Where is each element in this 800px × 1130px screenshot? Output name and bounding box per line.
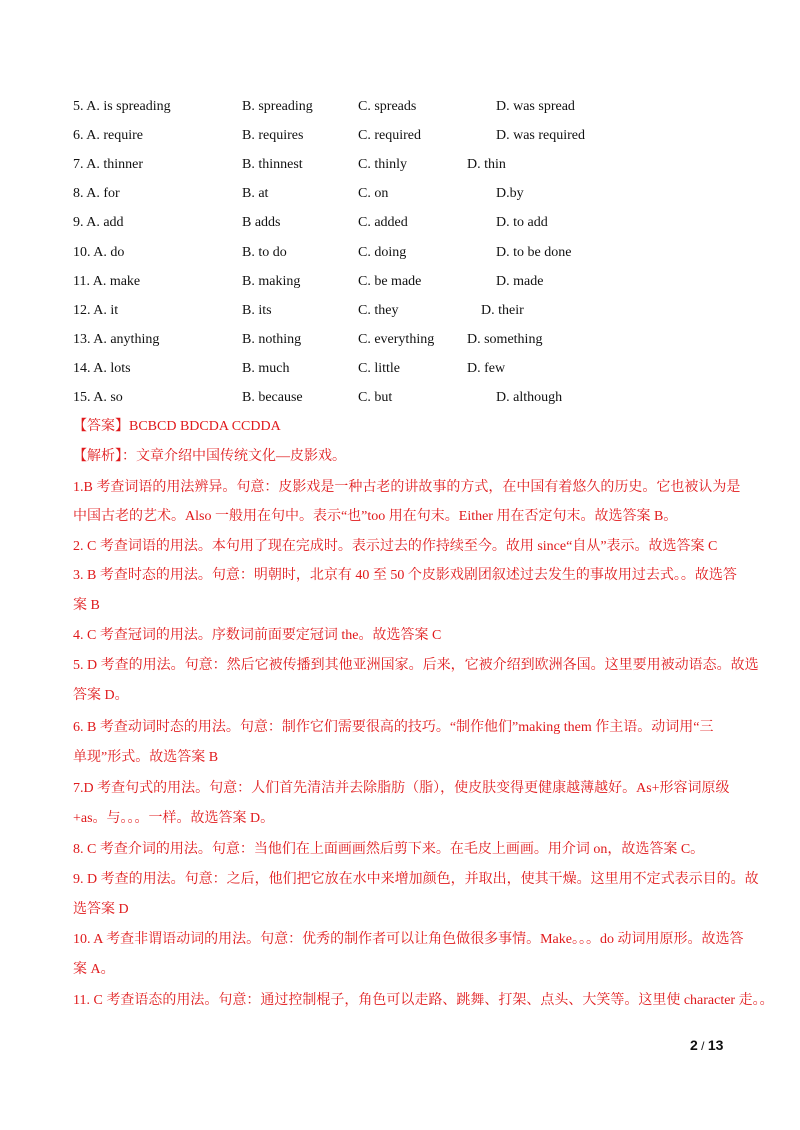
option-d: D. made	[496, 274, 544, 289]
explanation-line: 4. C 考查冠词的用法。序数词前面要定冠词 the。故选答案 C	[73, 628, 442, 643]
explanation-line: 选答案 D	[73, 902, 129, 917]
question-row-8	[0, 184, 800, 204]
explanation-line: 7.D 考查句式的用法。句意：人们首先清洁并去除脂肪（脂），使皮肤变得更健康越薄越好。As+形容词原级	[73, 781, 730, 796]
explanation-line: 答案 D。	[73, 688, 129, 703]
explanation-line: 3. B 考查时态的用法。句意：明朝时，北京有 40 至 50 个皮影戏剧团叙述过去发生的事故用过去式。。故选答	[73, 568, 737, 583]
option-b: B. much	[242, 361, 290, 376]
analysis-intro: ：文章介绍中国传统文化—皮影戏。	[122, 449, 346, 464]
option-b: B. at	[242, 186, 269, 201]
option-a: 13. A. anything	[73, 332, 160, 347]
option-c: C. spreads	[358, 99, 417, 114]
option-b: B. spreading	[242, 99, 313, 114]
option-d: D.by	[496, 186, 524, 201]
explanation-line: 11. C 考查语态的用法。句意：通过控制棍子，角色可以走路、跳舞、打架、点头、大笑等。这里使 character 走。。	[73, 993, 774, 1008]
question-row-10	[0, 243, 800, 263]
option-c: C. little	[358, 361, 400, 376]
option-b: B. making	[242, 274, 301, 289]
question-row-5	[0, 97, 800, 117]
option-a: 9. A. add	[73, 215, 124, 230]
option-b: B adds	[242, 215, 281, 230]
option-a: 10. A. do	[73, 245, 125, 260]
analysis-line	[73, 447, 346, 467]
question-row-13	[0, 330, 800, 350]
question-row-6	[0, 126, 800, 146]
explanation-line: 10. A 考查非谓语动词的用法。句意：优秀的制作者可以让角色做很多事情。Make。。。do 动词用原形。故选答	[73, 932, 744, 947]
page-separator: /	[697, 1039, 708, 1053]
option-a: 7. A. thinner	[73, 157, 143, 172]
explanation-line: +as。与。。。一样。故选答案 D。	[73, 811, 275, 826]
explanation-line: 8. C 考查介词的用法。句意：当他们在上面画画然后剪下来。在毛皮上画画。用介词 on，故选答案 C。	[73, 842, 705, 857]
option-a: 15. A. so	[73, 390, 123, 405]
page-current: 2	[690, 1037, 698, 1053]
option-d: D. thin	[467, 157, 506, 172]
option-a: 6. A. require	[73, 128, 143, 143]
page-number	[690, 1037, 723, 1053]
option-a: 5. A. is spreading	[73, 99, 171, 114]
option-d: D. to add	[496, 215, 548, 230]
explanation-line: 2. C 考查词语的用法。本句用了现在完成时。表示过去的作持续至今。故用 since“自从”表示。故选答案 C	[73, 539, 718, 554]
option-c: C. everything	[358, 332, 435, 347]
option-c: C. but	[358, 390, 393, 405]
explanation-line: 中国古老的艺术。Also 一般用在句中。表示“也”too 用在句末。Either 用在否定句末。故选答案 B。	[73, 509, 678, 524]
question-row-15	[0, 388, 800, 408]
question-row-12	[0, 301, 800, 321]
option-a: 11. A. make	[73, 274, 141, 289]
option-b: B. because	[242, 390, 303, 405]
explanation-line: 5. D 考查的用法。句意：然后它被传播到其他亚洲国家。后来，它被介绍到欧洲各国。这里要用被动语态。故选	[73, 658, 759, 673]
option-c: C. on	[358, 186, 389, 201]
question-row-7	[0, 155, 800, 175]
option-c: C. they	[358, 303, 399, 318]
option-a: 12. A. it	[73, 303, 119, 318]
option-b: B. requires	[242, 128, 304, 143]
option-d: D. although	[496, 390, 563, 405]
option-d: D. few	[467, 361, 506, 376]
option-c: C. thinly	[358, 157, 408, 172]
explanation-line: 6. B 考查动词时态的用法。句意：制作它们需要很高的技巧。“制作他们”making them 作主语。动词用“三	[73, 720, 714, 735]
explanation-line: 单现”形式。故选答案 B	[73, 750, 219, 765]
option-b: B. its	[242, 303, 272, 318]
explanation-line: 1.B 考查词语的用法辨异。句意：皮影戏是一种古老的讲故事的方式，在中国有着悠久的历史。它也被认为是	[73, 480, 741, 495]
question-row-11	[0, 272, 800, 292]
answer-label: 【答案】	[73, 419, 129, 434]
explanation-line: 9. D 考查的用法。句意：之后，他们把它放在水中来增加颜色，并取出，使其干燥。这里用不定式表示目的。故	[73, 872, 759, 887]
option-b: B. to do	[242, 245, 287, 260]
option-a: 8. A. for	[73, 186, 120, 201]
option-a: 14. A. lots	[73, 361, 131, 376]
explanation-line: 案 B	[73, 598, 100, 613]
analysis-label: 【解析】	[73, 449, 122, 464]
option-b: B. thinnest	[242, 157, 303, 172]
option-d: D. was required	[496, 128, 586, 143]
explanation-line: 案 A。	[73, 962, 115, 977]
page-total: 13	[707, 1037, 724, 1053]
question-row-9	[0, 213, 800, 233]
option-b: B. nothing	[242, 332, 302, 347]
option-d: D. their	[481, 303, 524, 318]
option-d: D. something	[467, 332, 543, 347]
option-d: D. to be done	[496, 245, 572, 260]
question-row-14	[0, 359, 800, 379]
option-d: D. was spread	[496, 99, 575, 114]
option-c: C. be made	[358, 274, 422, 289]
answer-line	[73, 417, 281, 437]
option-c: C. required	[358, 128, 421, 143]
answer-value: BCBCD BDCDA CCDDA	[129, 419, 281, 434]
option-c: C. added	[358, 215, 408, 230]
option-c: C. doing	[358, 245, 407, 260]
